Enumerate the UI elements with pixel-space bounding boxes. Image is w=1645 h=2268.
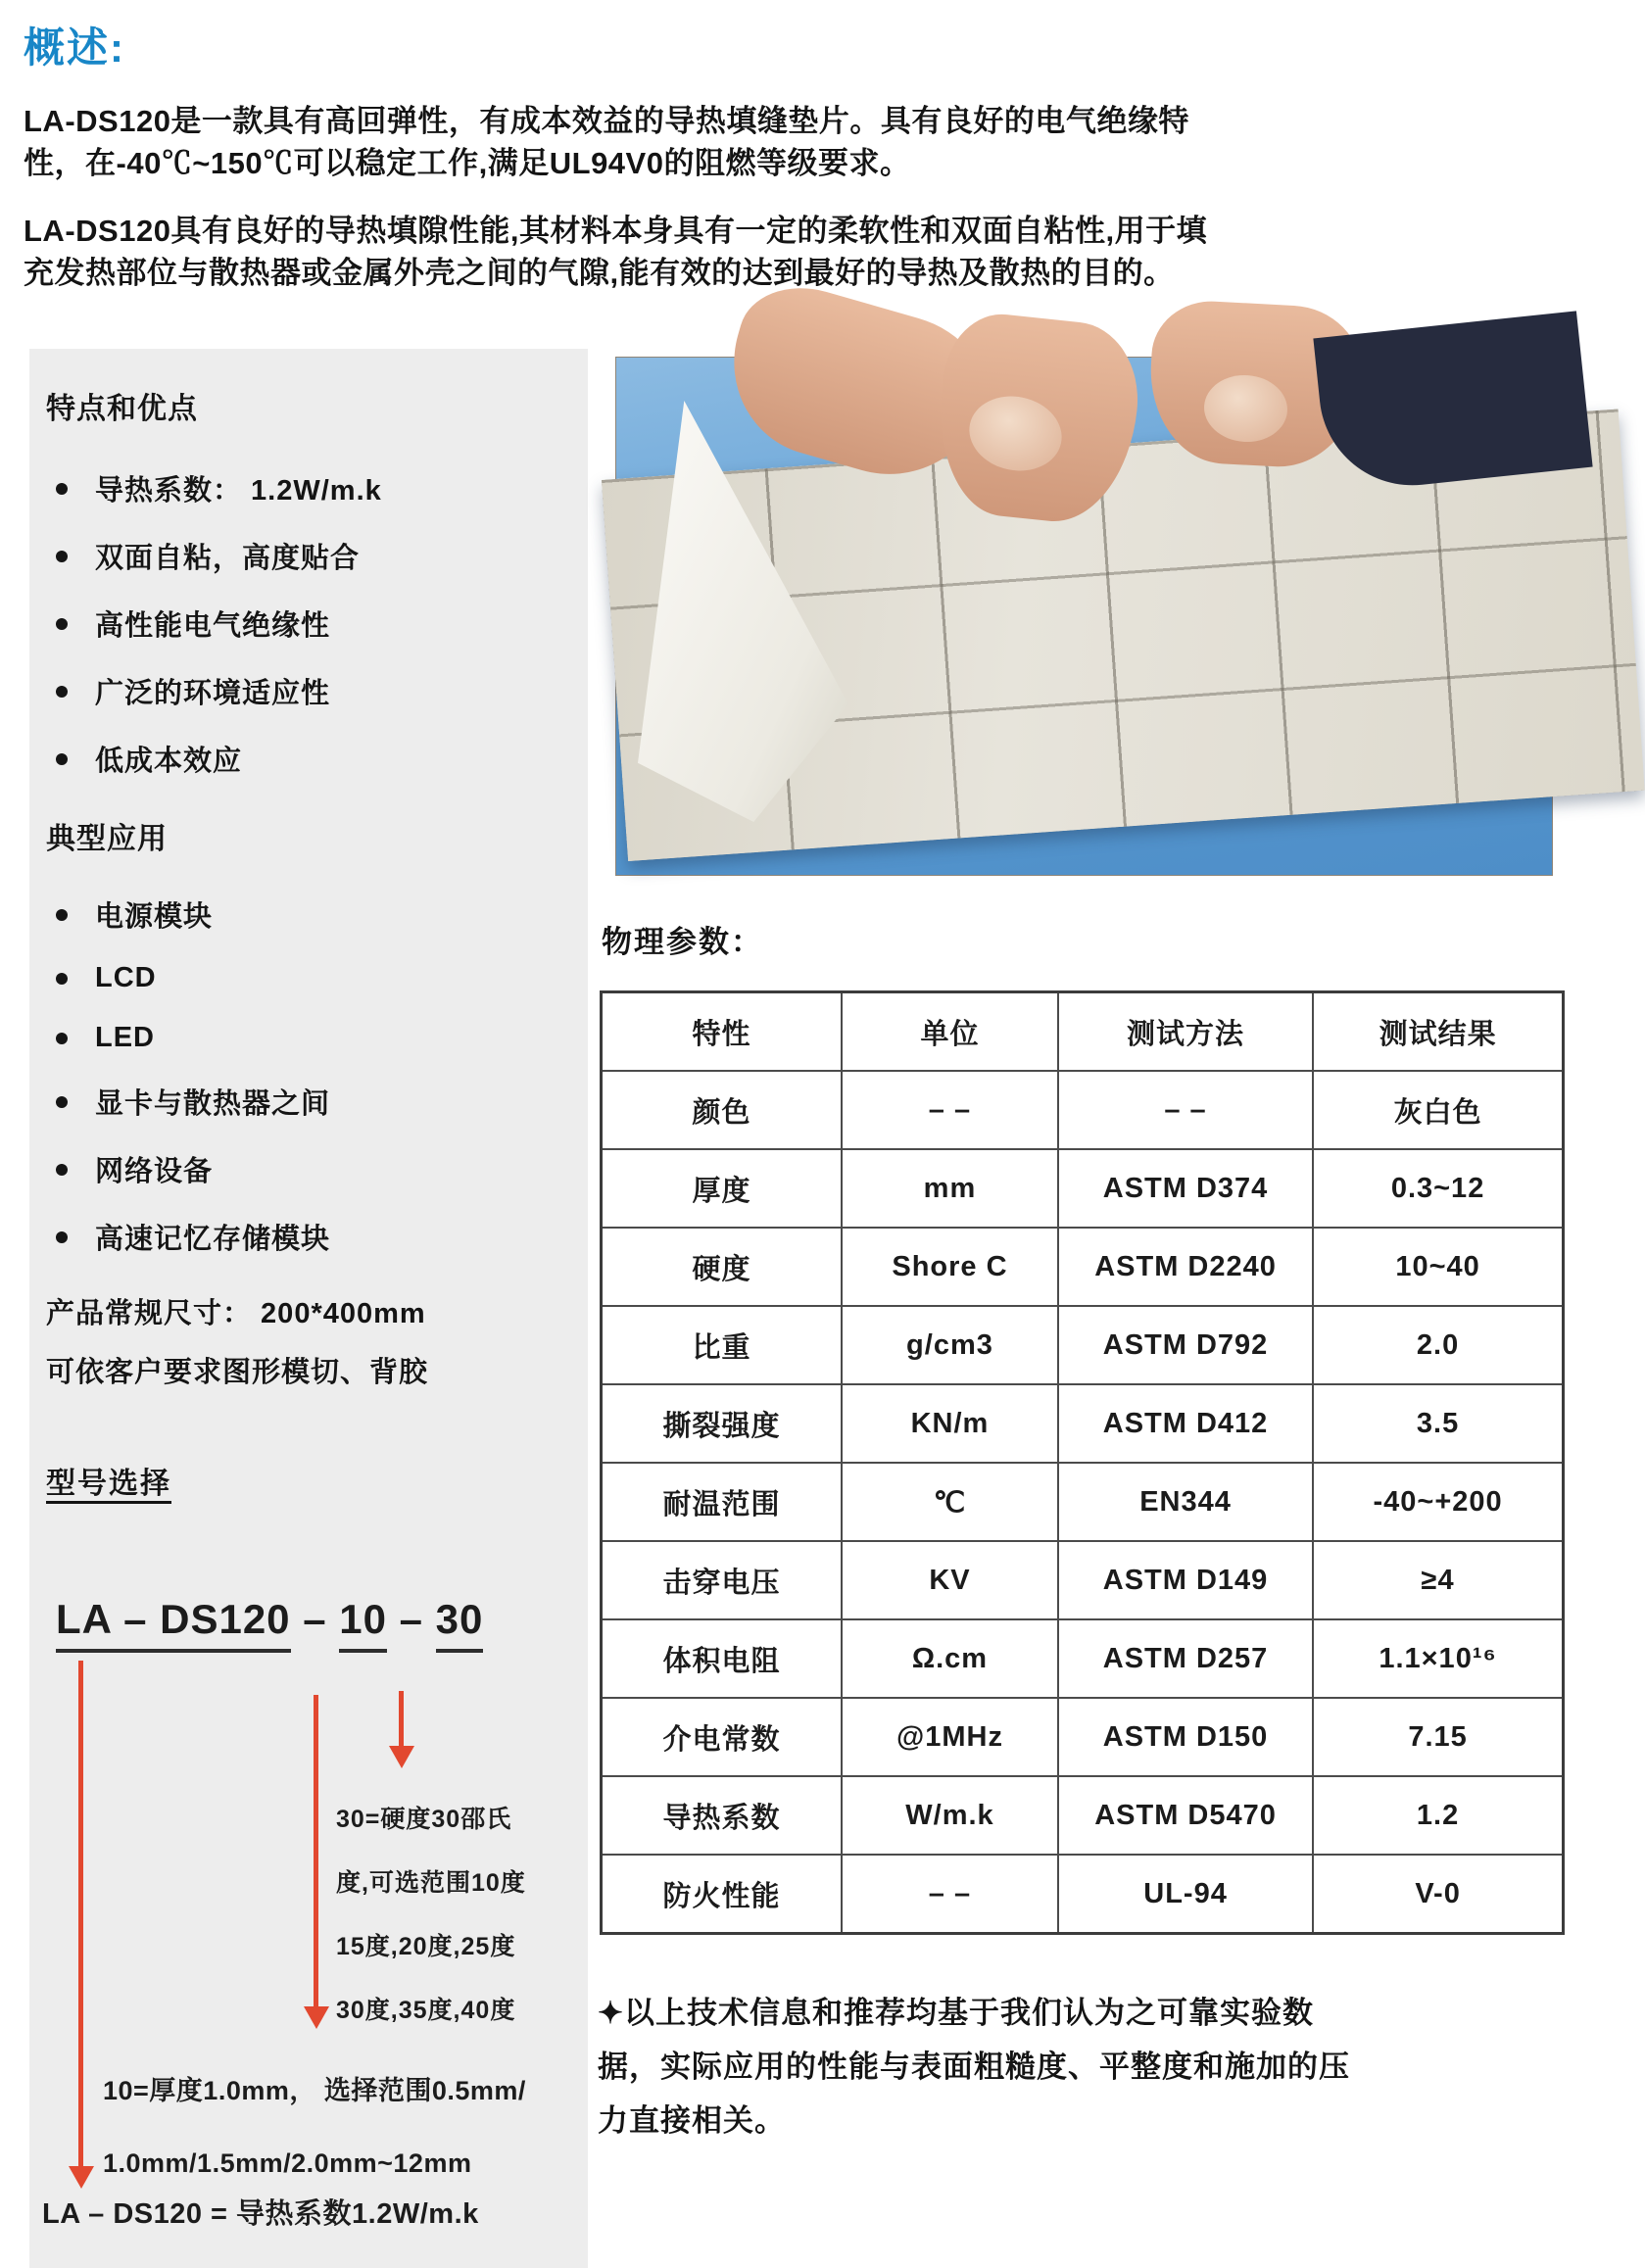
main-content bbox=[29, 349, 1620, 2268]
list-item bbox=[56, 1149, 574, 1189]
hardness-note-line: 30度,35度,40度 bbox=[336, 1997, 516, 2024]
method-cell: ASTM D150 bbox=[1058, 1698, 1313, 1776]
feature-label: 双面自粘，高度贴合 bbox=[95, 543, 361, 574]
intro-paragraph-2-line-1: LA-DS120具有良好的导热填隙性能,其材料本身具有一定的柔软性和双面自粘性,用于填 bbox=[24, 214, 1208, 248]
unit-cell: @1MHz bbox=[842, 1698, 1058, 1776]
feature-label: 广泛的环境适应性 bbox=[95, 678, 331, 709]
list-item bbox=[56, 1082, 574, 1122]
table-row bbox=[602, 1463, 1564, 1541]
arrow-down-icon bbox=[314, 1695, 318, 2008]
application-label: 网络设备 bbox=[95, 1156, 214, 1187]
property-cell: 耐温范围 bbox=[602, 1463, 843, 1541]
unit-cell: mm bbox=[842, 1149, 1058, 1228]
standard-size-line-1: 产品常规尺寸： 200*400mm bbox=[46, 1298, 426, 1329]
unit-cell: Shore C bbox=[842, 1228, 1058, 1306]
method-cell: ASTM D149 bbox=[1058, 1541, 1313, 1619]
property-cell: 防火性能 bbox=[602, 1855, 843, 1934]
unit-cell: ℃ bbox=[842, 1463, 1058, 1541]
model-code-separator: – bbox=[399, 1596, 423, 1642]
column-header: 特性 bbox=[602, 992, 843, 1072]
features-list bbox=[46, 468, 574, 779]
result-cell: -40~+200 bbox=[1313, 1463, 1563, 1541]
column-header: 单位 bbox=[842, 992, 1058, 1072]
table-row bbox=[602, 1619, 1564, 1698]
method-cell: EN344 bbox=[1058, 1463, 1313, 1541]
table-header-row bbox=[602, 992, 1564, 1072]
result-cell: ≥4 bbox=[1313, 1541, 1563, 1619]
model-code bbox=[56, 1596, 574, 1643]
unit-cell: – – bbox=[842, 1071, 1058, 1149]
intro-paragraph-2 bbox=[24, 210, 1596, 294]
feature-label: 高性能电气绝缘性 bbox=[95, 610, 331, 642]
property-cell: 比重 bbox=[602, 1306, 843, 1384]
thickness-note-line: 1.0mm/1.5mm/2.0mm~12mm bbox=[103, 2148, 472, 2178]
table-row bbox=[602, 1698, 1564, 1776]
result-cell: 1.1×10¹⁶ bbox=[1313, 1619, 1563, 1698]
property-cell: 介电常数 bbox=[602, 1698, 843, 1776]
product-photo bbox=[615, 357, 1553, 876]
model-code-hardness: 30 bbox=[436, 1596, 484, 1653]
table-row bbox=[602, 1228, 1564, 1306]
thickness-note-line: 10=厚度1.0mm， 选择范围0.5mm/ bbox=[103, 2076, 526, 2105]
right-column bbox=[588, 349, 1620, 2268]
method-cell: ASTM D792 bbox=[1058, 1306, 1313, 1384]
method-cell: ASTM D412 bbox=[1058, 1384, 1313, 1463]
result-cell: 1.2 bbox=[1313, 1776, 1563, 1855]
disclaimer-line: ✦以上技术信息和推荐均基于我们认为之可靠实验数 bbox=[598, 1996, 1314, 2030]
sidebar bbox=[29, 349, 588, 2268]
unit-cell: g/cm3 bbox=[842, 1306, 1058, 1384]
hardness-note-line: 15度,20度,25度 bbox=[336, 1933, 516, 1960]
result-cell: 0.3~12 bbox=[1313, 1149, 1563, 1228]
method-cell: UL-94 bbox=[1058, 1855, 1313, 1934]
physical-parameters-table bbox=[600, 990, 1565, 1935]
features-title: 特点和优点 bbox=[46, 393, 198, 425]
model-code-base: LA – DS120 bbox=[56, 1596, 291, 1653]
thickness-note bbox=[103, 2054, 526, 2199]
disclaimer-footnote bbox=[598, 1986, 1620, 2147]
application-label: 电源模块 bbox=[95, 901, 214, 933]
unit-cell: KV bbox=[842, 1541, 1058, 1619]
list-item bbox=[56, 739, 574, 779]
property-cell: 体积电阻 bbox=[602, 1619, 843, 1698]
application-label: 显卡与散热器之间 bbox=[95, 1088, 331, 1120]
list-item bbox=[56, 894, 574, 935]
list-item bbox=[56, 536, 574, 576]
intro-paragraph-1 bbox=[24, 100, 1596, 184]
list-item bbox=[56, 1022, 574, 1054]
disclaimer-line: 力直接相关。 bbox=[598, 2103, 786, 2138]
hardness-note bbox=[336, 1788, 526, 2043]
table-row bbox=[602, 1071, 1564, 1149]
unit-cell: KN/m bbox=[842, 1384, 1058, 1463]
arrow-down-icon bbox=[78, 1661, 83, 2168]
standard-size-line-2: 可依客户要求图形模切、背胶 bbox=[46, 1357, 429, 1388]
result-cell: 7.15 bbox=[1313, 1698, 1563, 1776]
result-cell: 3.5 bbox=[1313, 1384, 1563, 1463]
property-cell: 硬度 bbox=[602, 1228, 843, 1306]
method-cell: ASTM D5470 bbox=[1058, 1776, 1313, 1855]
arrow-down-icon bbox=[399, 1691, 404, 1748]
base-model-note: LA – DS120 = 导热系数1.2W/m.k bbox=[42, 2198, 479, 2230]
feature-label: 低成本效应 bbox=[95, 746, 243, 777]
method-cell: ASTM D257 bbox=[1058, 1619, 1313, 1698]
physical-parameters-label: 物理参数： bbox=[602, 925, 763, 959]
list-item bbox=[56, 1217, 574, 1257]
column-header: 测试结果 bbox=[1313, 992, 1563, 1072]
property-cell: 撕裂强度 bbox=[602, 1384, 843, 1463]
result-cell: 10~40 bbox=[1313, 1228, 1563, 1306]
property-cell: 颜色 bbox=[602, 1071, 843, 1149]
disclaimer-line: 据，实际应用的性能与表面粗糙度、平整度和施加的压 bbox=[598, 2050, 1350, 2084]
feature-label: 导热系数： 1.2W/m.k bbox=[95, 475, 382, 507]
result-cell: V-0 bbox=[1313, 1855, 1563, 1934]
model-selection-title: 型号选择 bbox=[46, 1468, 171, 1500]
property-cell: 击穿电压 bbox=[602, 1541, 843, 1619]
table-row bbox=[602, 1541, 1564, 1619]
applications-title: 典型应用 bbox=[46, 823, 168, 855]
table-row bbox=[602, 1306, 1564, 1384]
property-cell: 厚度 bbox=[602, 1149, 843, 1228]
unit-cell: – – bbox=[842, 1855, 1058, 1934]
method-cell: ASTM D374 bbox=[1058, 1149, 1313, 1228]
hardness-note-line: 30=硬度30邵氏 bbox=[336, 1806, 512, 1833]
application-label: 高速记忆存储模块 bbox=[95, 1224, 331, 1255]
list-item bbox=[56, 603, 574, 644]
list-item bbox=[56, 468, 574, 508]
overview-section bbox=[0, 0, 1620, 294]
intro-paragraph-1-line-1: LA-DS120是一款具有高回弹性，有成本效益的导热填缝垫片。具有良好的电气绝缘特 bbox=[24, 104, 1189, 138]
column-header: 测试方法 bbox=[1058, 992, 1313, 1072]
result-cell: 灰白色 bbox=[1313, 1071, 1563, 1149]
table-row bbox=[602, 1384, 1564, 1463]
intro-paragraph-1-line-2: 性，在-40℃~150℃可以稳定工作,满足UL94V0的阻燃等级要求。 bbox=[24, 146, 911, 180]
hardness-note-line: 度,可选范围10度 bbox=[336, 1869, 526, 1897]
list-item bbox=[56, 671, 574, 711]
intro-paragraph-2-line-2: 充发热部位与散热器或金属外壳之间的气隙,能有效的达到最好的导热及散热的目的。 bbox=[24, 256, 1175, 290]
model-code-separator: – bbox=[303, 1596, 327, 1642]
table-row bbox=[602, 1776, 1564, 1855]
application-label: LCD bbox=[95, 962, 157, 993]
method-cell: – – bbox=[1058, 1071, 1313, 1149]
page-title: 概述: bbox=[24, 24, 125, 71]
unit-cell: Ω.cm bbox=[842, 1619, 1058, 1698]
application-label: LED bbox=[95, 1022, 155, 1053]
applications-list bbox=[46, 894, 574, 1257]
table-row bbox=[602, 1149, 1564, 1228]
model-code-thickness: 10 bbox=[339, 1596, 387, 1653]
table-row bbox=[602, 1855, 1564, 1934]
standard-size-note bbox=[46, 1284, 574, 1402]
result-cell: 2.0 bbox=[1313, 1306, 1563, 1384]
method-cell: ASTM D2240 bbox=[1058, 1228, 1313, 1306]
unit-cell: W/m.k bbox=[842, 1776, 1058, 1855]
model-code-diagram bbox=[29, 1659, 574, 2258]
list-item bbox=[56, 962, 574, 994]
property-cell: 导热系数 bbox=[602, 1776, 843, 1855]
